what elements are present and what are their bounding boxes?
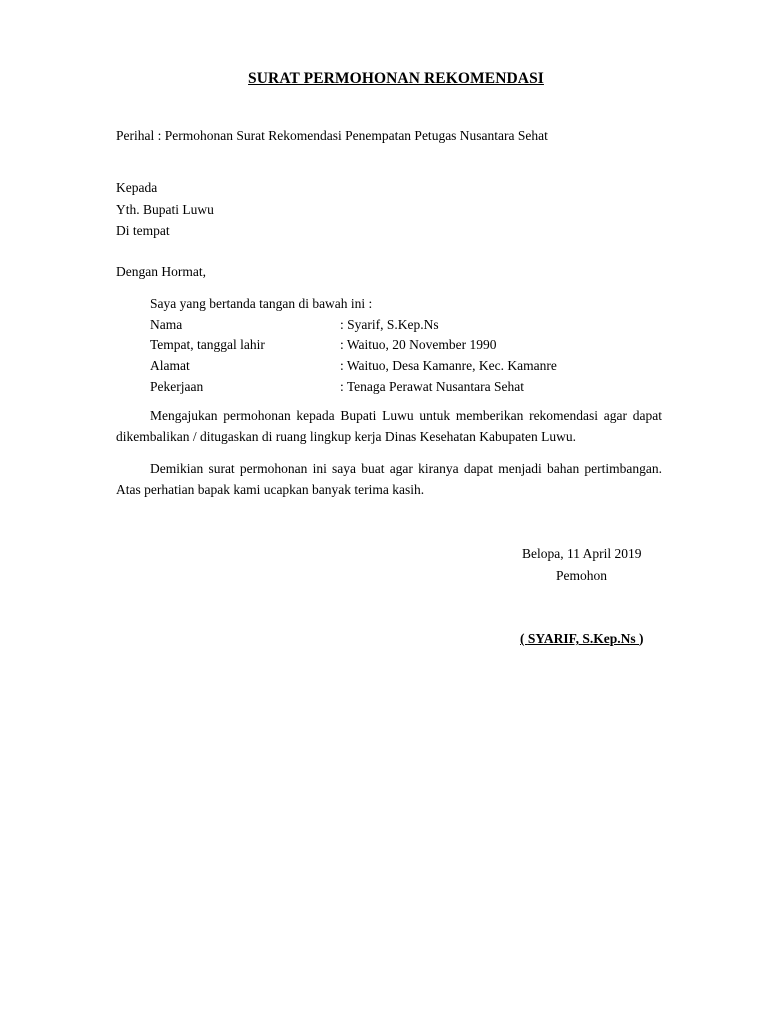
field-label-ttl: Tempat, tanggal lahir [150, 337, 265, 352]
recipient-line-1: Kepada [116, 180, 158, 195]
recipient-line-2: Yth. Bupati Luwu [116, 202, 214, 217]
greeting: Dengan Hormat, [116, 264, 206, 279]
field-value-ttl: : Waituo, 20 November 1990 [340, 337, 497, 352]
field-label-alamat: Alamat [150, 358, 190, 373]
signer-role: Pemohon [556, 568, 608, 583]
field-label-pekerjaan: Pekerjaan [150, 379, 204, 394]
body-paragraph-1: Mengajukan permohonan kepada Bupati Luwu untuk memberikan rekomendasi agar dapat dikembalikan / ditugaskan di ruang lingkup kerja Dinas Kesehatan Kabupaten Luwu. [116, 408, 662, 444]
signer-block [520, 631, 644, 647]
field-value-alamat: : Waituo, Desa Kamanre, Kec. Kamanre [340, 358, 557, 373]
intro-statement: Saya yang bertanda tangan di bawah ini : [150, 296, 373, 311]
signer-close-paren: ) [639, 631, 644, 646]
place-date: Belopa, 11 April 2019 [522, 546, 642, 561]
field-value-nama: : Syarif, S.Kep.Ns [340, 317, 439, 332]
field-label-nama: Nama [150, 317, 183, 332]
body-paragraph-2: Demikian surat permohonan ini saya buat agar kiranya dapat menjadi bahan pertimbangan. Atas perhatian bapak kami ucapkan banyak terima kasih. [116, 461, 662, 497]
signer-name: SYARIF, S.Kep.Ns [527, 631, 640, 646]
recipient-line-3: Di tempat [116, 223, 170, 238]
field-value-pekerjaan: : Tenaga Perawat Nusantara Sehat [340, 379, 524, 394]
letter-title: SURAT PERMOHONAN REKOMENDASI [248, 70, 544, 87]
letter-subject: Perihal : Permohonan Surat Rekomendasi Penempatan Petugas Nusantara Sehat [116, 128, 548, 143]
signer-open-paren: ( [520, 631, 528, 646]
